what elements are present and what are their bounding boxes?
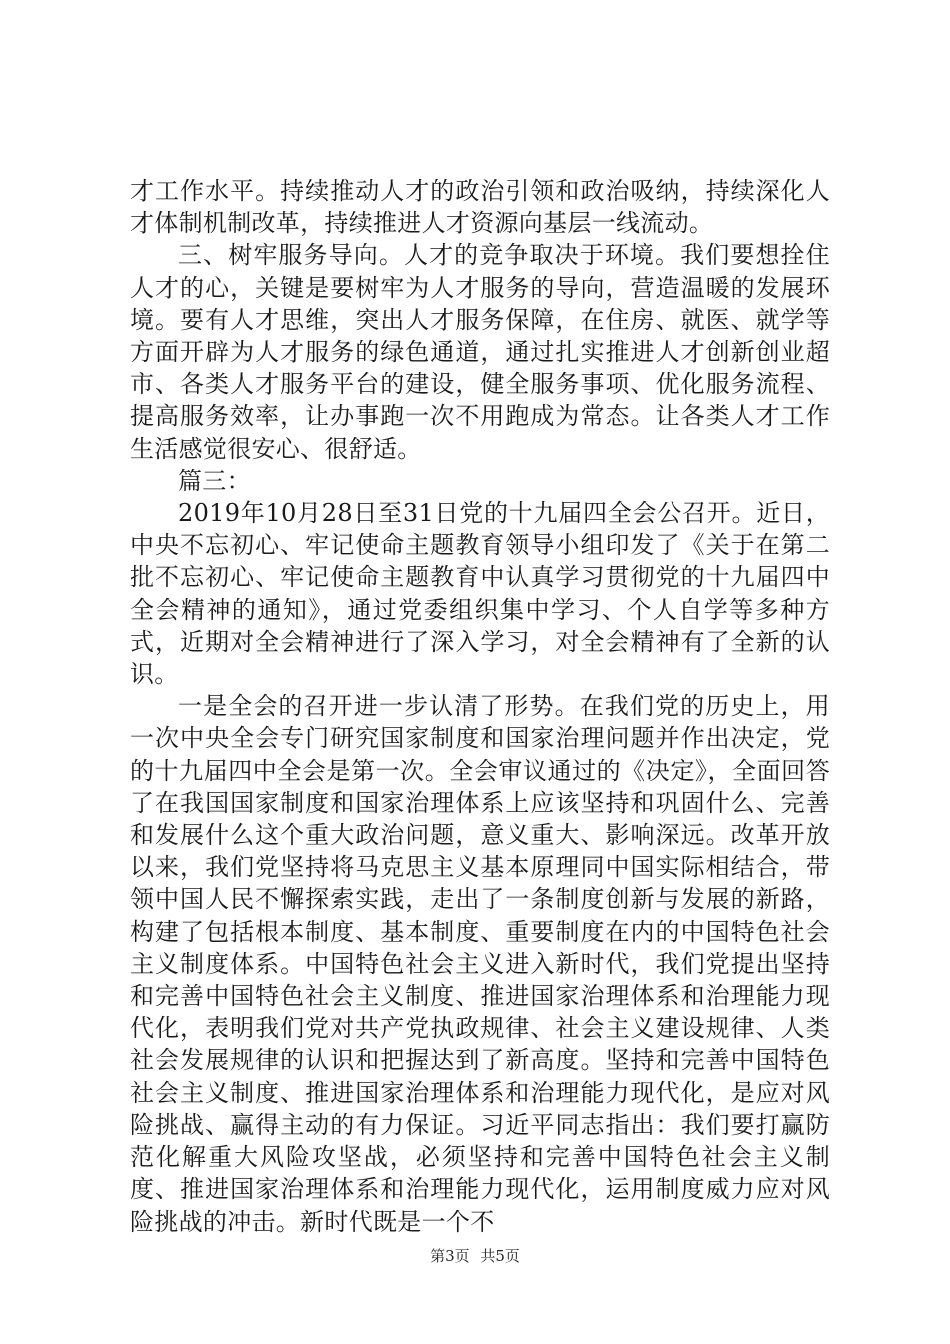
page-footer bbox=[0, 1245, 950, 1266]
paragraph-3: 2019年10月28日至31日党的十九届四全会公召开。近日，中央不忘初心、牢记使命主题教育领导小组印发了《关于在第二批不忘初心、牢记使命主题教育中认真学习贯彻党的十九届四中全会精神的通知》，通过党委组织集中学习、个人自学等多种方式，近期对全会精神进行了深入学习，对全会精神有了全新的认识。 bbox=[130, 499, 830, 689]
document-body bbox=[130, 175, 830, 1238]
paragraph-1: 才工作水平。持续推动人才的政治引领和政治吸纳，持续深化人才体制机制改革，持续推进人才资源向基层一线流动。 bbox=[130, 177, 830, 238]
paragraph-2: 三、树牢服务导向。人才的竞争取决于环境。我们要想拴住人才的心，关键是要树牢为人才服务的导向，营造温暖的发展环境。要有人才思维，突出人才服务保障，在住房、就医、就学等方面开辟为人才服务的绿色通道，通过扎实推进人才创新创业超市、各类人才服务平台的建设，健全服务事项、优化服务流程、提高服务效率，让办事跑一次不用跑成为常态。让各类人才工作生活感觉很安心、很舒适。 bbox=[130, 241, 830, 463]
paragraph-4: 一是全会的召开进一步认清了形势。在我们党的历史上，用一次中央全会专门研究国家制度和国家治理问题并作出决定，党的十九届四中全会是第一次。全会审议通过的《决定》，全面回答了在我国国家制度和国家治理体系上应该坚持和巩固什么、完善和发展什么这个重大政治问题，意义重大、影响深远。改革开放以来，我们党坚持将马克思主义基本原理同中国实际相结合，带领中国人民不懈探索实践，走出了一条制度创新与发展的新路，构建了包括根本制度、基本制度、重要制度在内的中国特色社会主义制度体系。中国特色社会主义进入新时代，我们党提出坚持和完善中国特色社会主义制度、推进国家治理体系和治理能力现代化，表明我们党对共产党执政规律、社会主义建设规律、人类社会发展规律的认识和把握达到了新高度。坚持和完善中国特色社会主义制度、推进国家治理体系和治理能力现代化，是应对风险挑战、赢得主动的有力保证。习近平同志指出：我们要打赢防范化解重大风险攻坚战，必须坚持和完善中国特色社会主义制度、推进国家治理体系和治理能力现代化，运用制度威力应对风险挑战的冲击。新时代既是一个不 bbox=[130, 692, 830, 1236]
section-heading: 篇三： bbox=[178, 466, 251, 495]
page-number: 第3页 bbox=[430, 1247, 470, 1265]
page-total: 共5页 bbox=[480, 1247, 520, 1265]
